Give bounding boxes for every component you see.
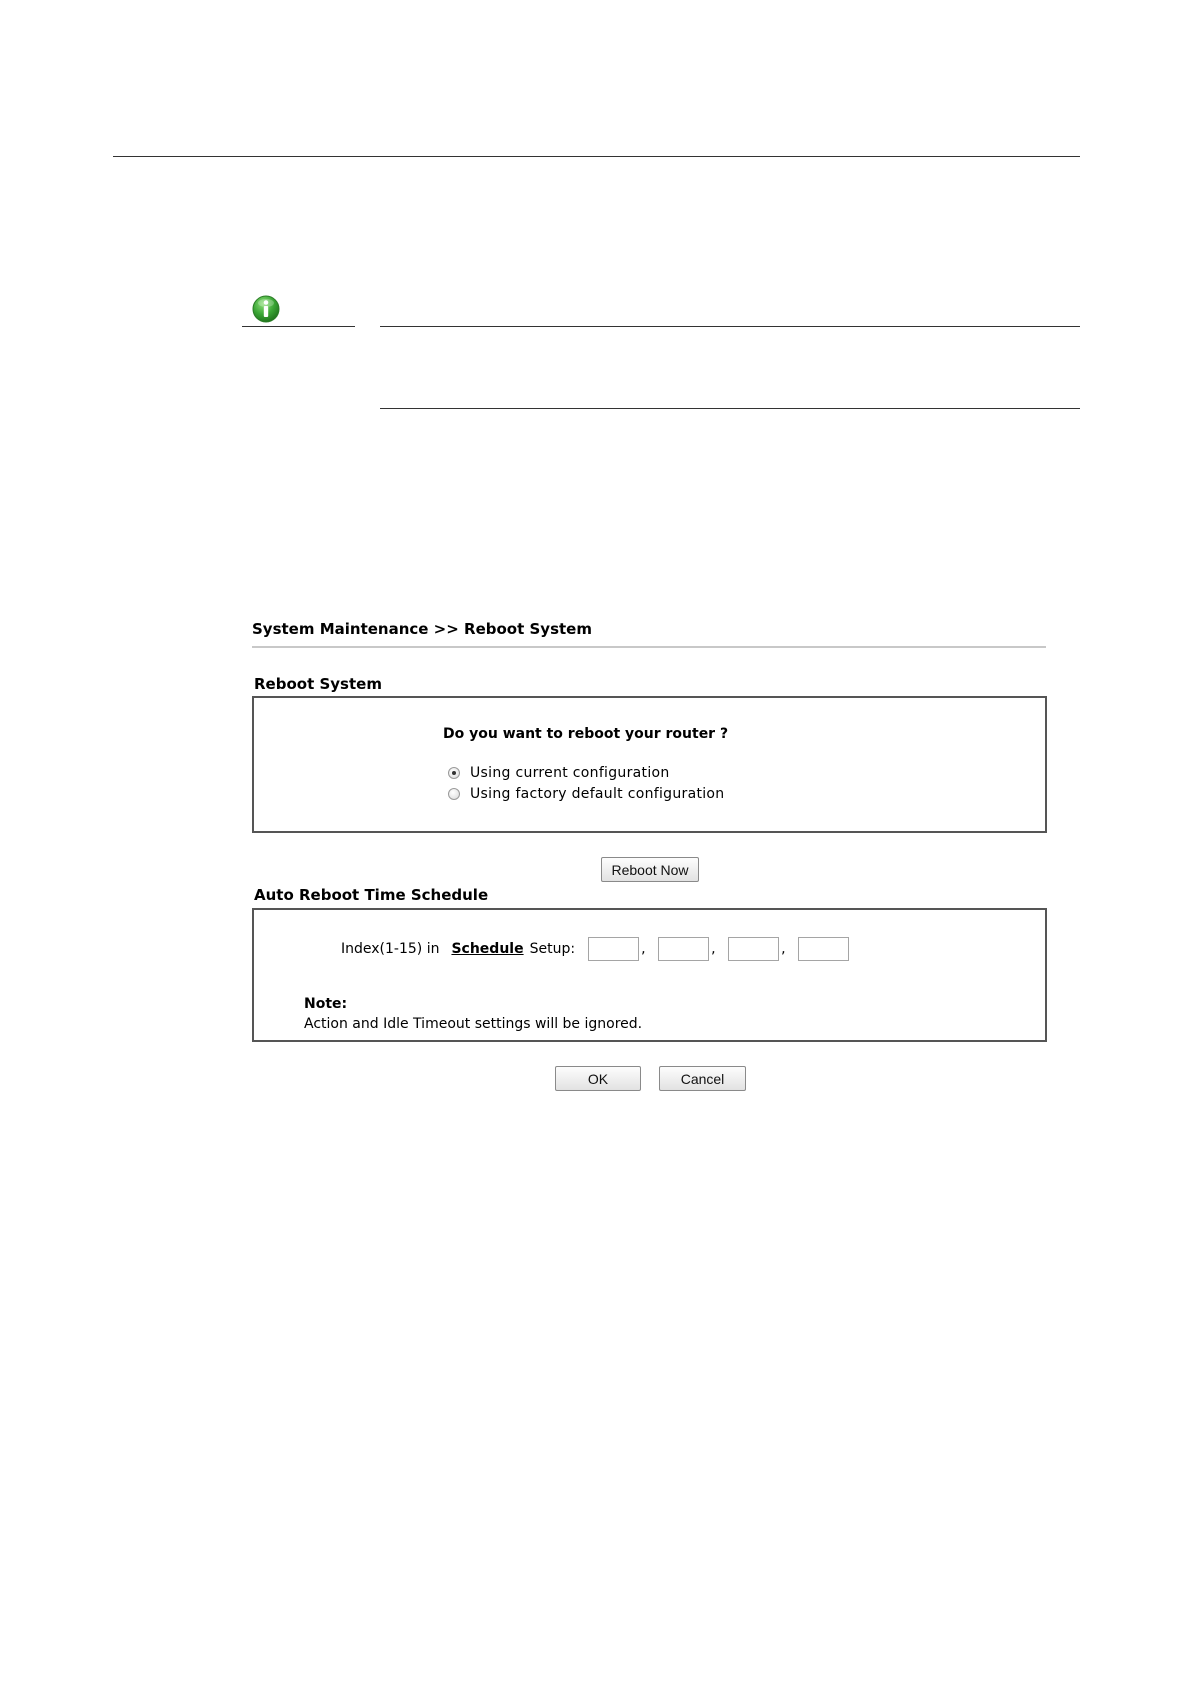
schedule-input-2[interactable] xyxy=(658,937,709,961)
schedule-input-4[interactable] xyxy=(798,937,849,961)
note-title: Note: xyxy=(304,996,348,1012)
schedule-separator: , xyxy=(711,941,716,957)
schedule-input-1[interactable] xyxy=(588,937,639,961)
note-text: Action and Idle Timeout settings will be ignored. xyxy=(304,1016,643,1032)
ok-button[interactable]: OK xyxy=(555,1066,641,1091)
reboot-now-button[interactable]: Reboot Now xyxy=(601,857,699,882)
top-rule xyxy=(113,156,1080,157)
option-current-config-label: Using current configuration xyxy=(470,765,670,781)
option-current-config[interactable] xyxy=(448,765,670,781)
auto-reboot-label: Auto Reboot Time Schedule xyxy=(254,886,489,904)
note-divider-top xyxy=(380,326,1080,327)
schedule-setup-row xyxy=(341,937,849,961)
schedule-link[interactable]: Schedule xyxy=(451,941,524,957)
option-factory-default-label: Using factory default configuration xyxy=(470,786,725,802)
page-title: System Maintenance >> Reboot System xyxy=(252,620,592,638)
schedule-index-label: Index(1-15) in xyxy=(341,941,440,957)
schedule-setup-label: Setup: xyxy=(529,941,576,957)
schedule-separator: , xyxy=(781,941,786,957)
option-factory-default[interactable] xyxy=(448,786,724,802)
note-divider-bottom xyxy=(380,408,1080,409)
schedule-separator: , xyxy=(641,941,646,957)
reboot-system-label: Reboot System xyxy=(254,675,382,693)
cancel-button[interactable]: Cancel xyxy=(659,1066,746,1091)
schedule-input-3[interactable] xyxy=(728,937,779,961)
radio-factory-default[interactable] xyxy=(448,788,460,800)
reboot-question: Do you want to reboot your router ? xyxy=(443,726,729,742)
title-divider xyxy=(252,646,1046,648)
note-divider-short xyxy=(242,326,355,327)
info-icon xyxy=(252,295,280,323)
radio-current-config[interactable] xyxy=(448,767,460,779)
